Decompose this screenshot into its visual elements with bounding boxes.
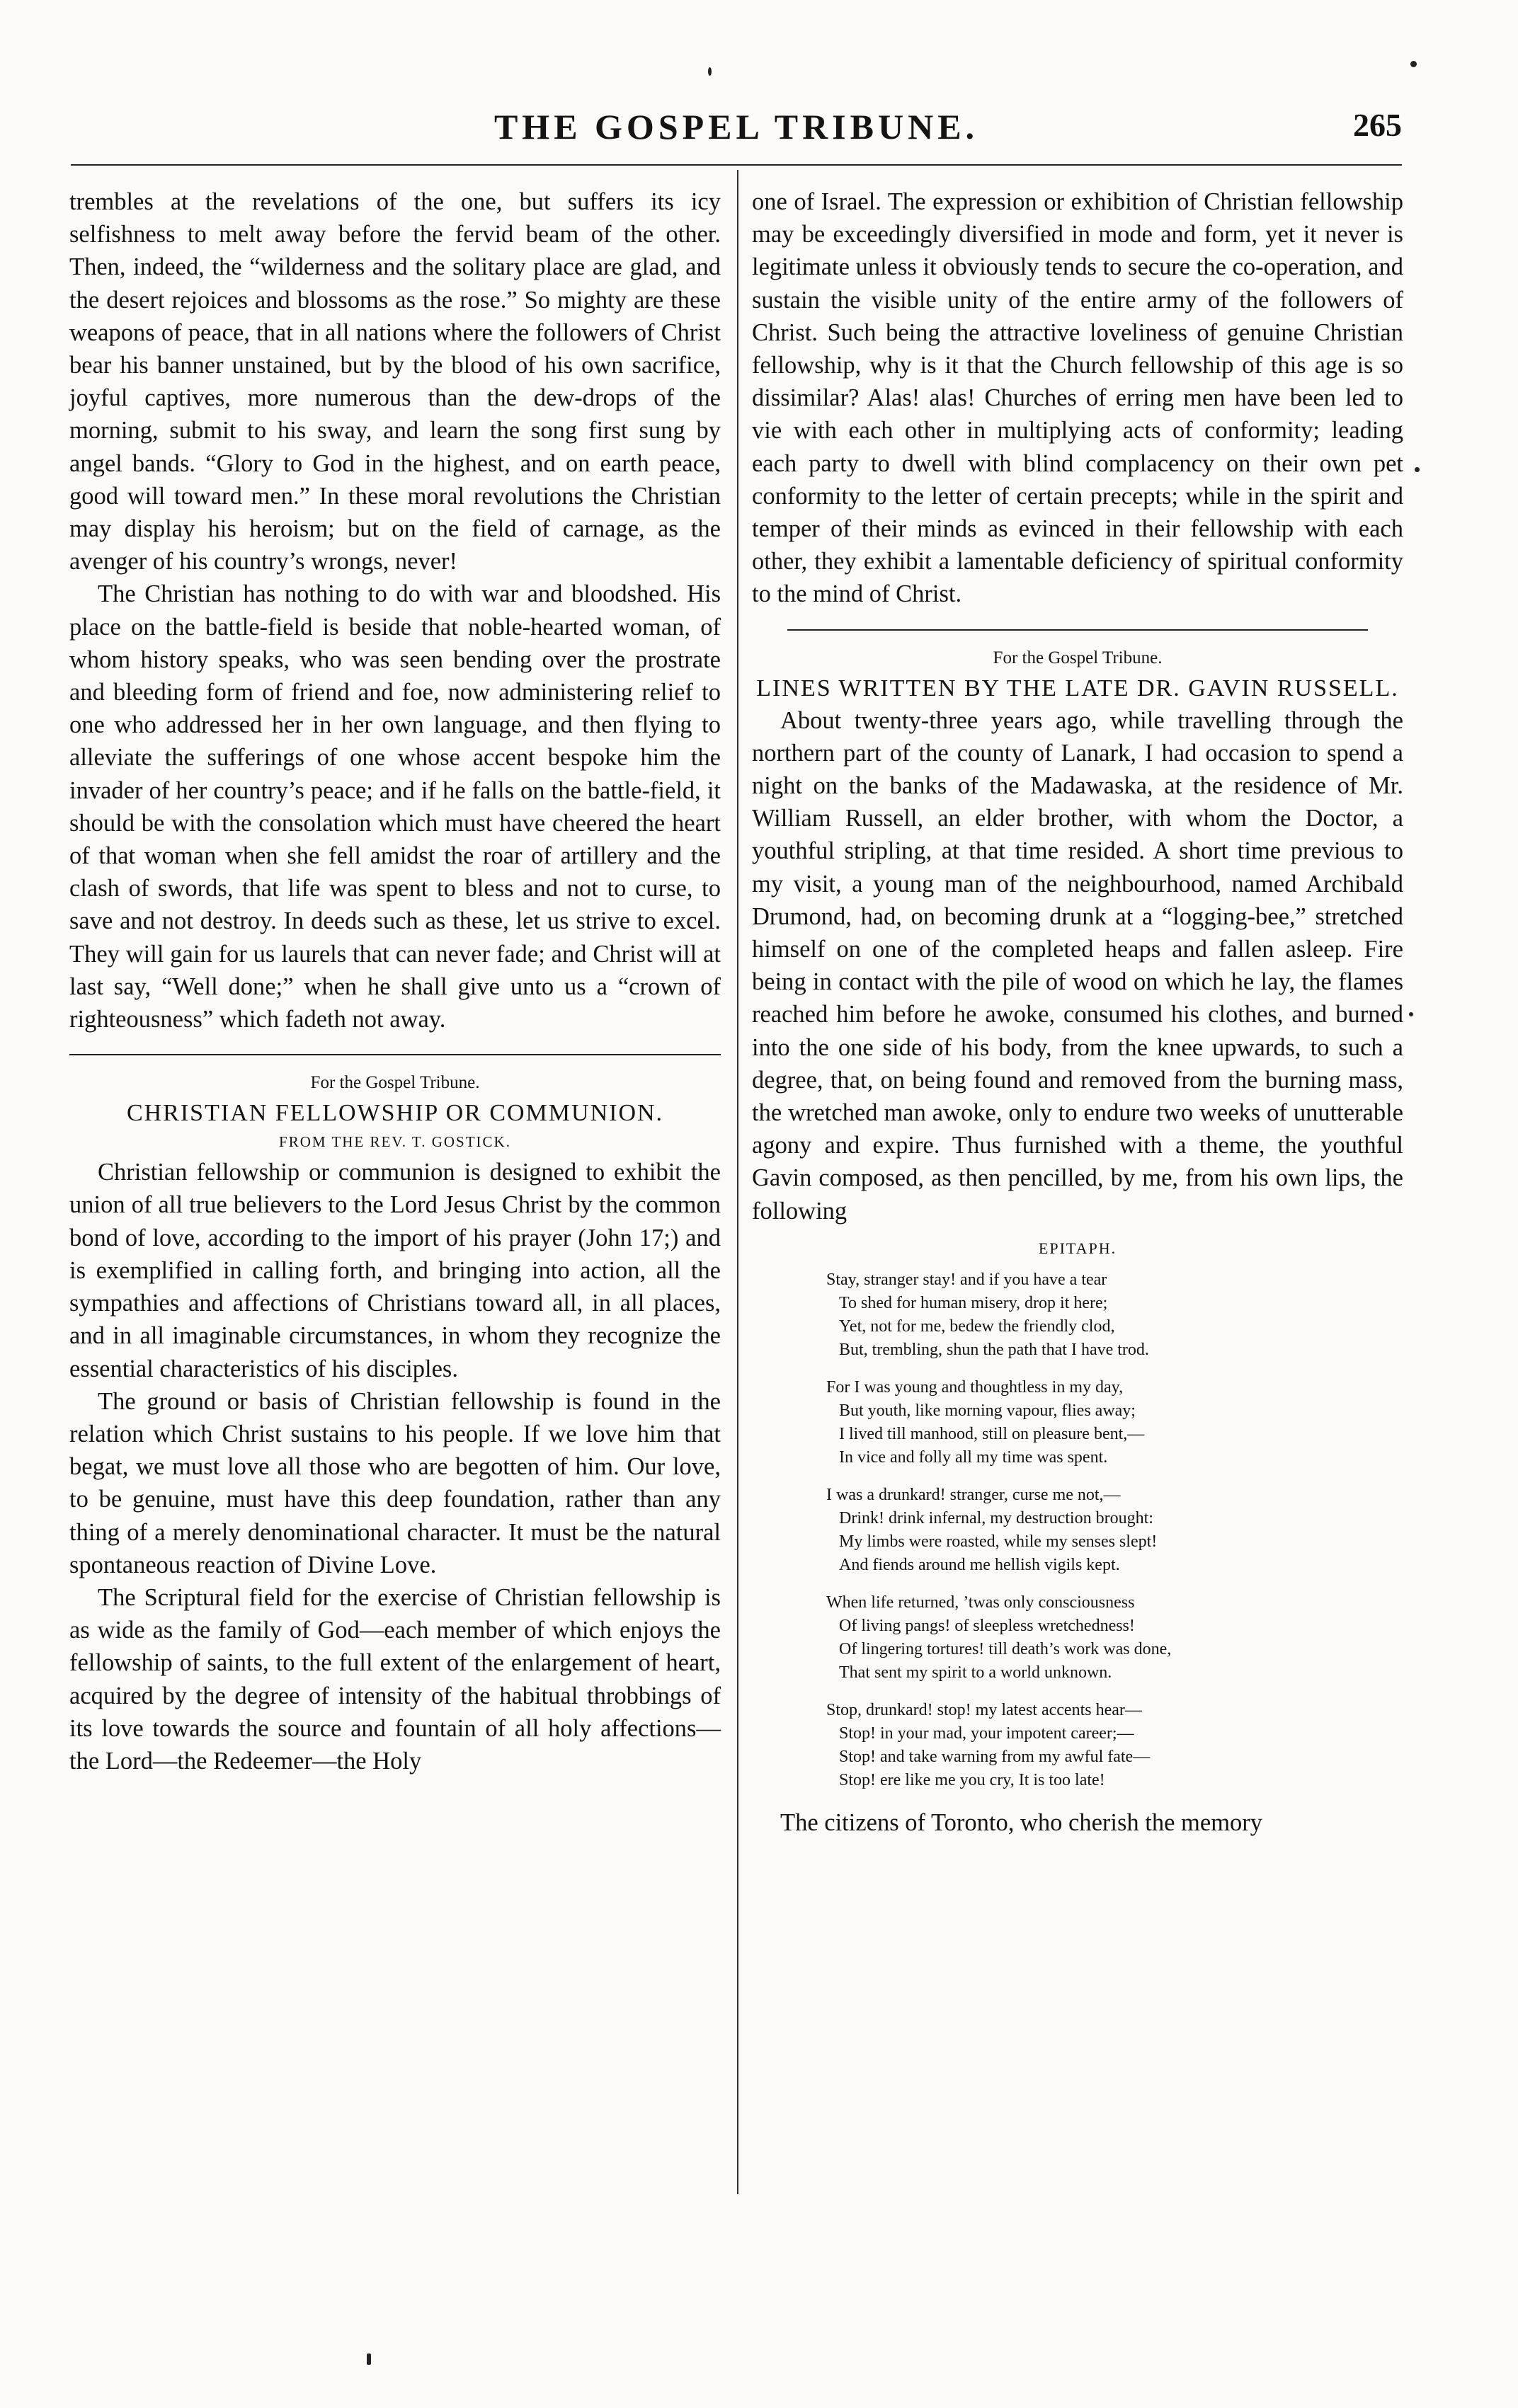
scan-speck	[708, 67, 712, 76]
article-separator	[787, 629, 1368, 631]
poem-line: Of lingering tortures! till death’s work was done,	[839, 1639, 1172, 1658]
poem-line: To shed for human misery, drop it here;	[839, 1293, 1108, 1312]
paragraph: The citizens of Toronto, who cherish the memory	[780, 1808, 1263, 1836]
scan-speck	[1410, 61, 1417, 67]
poem-line: For I was young and thoughtless in my day,	[826, 1377, 1124, 1397]
page-header	[71, 106, 1402, 163]
poem-line: Stop, drunkard! stop! my latest accents hear—	[826, 1700, 1142, 1719]
poem-line: In vice and folly all my time was spent.	[839, 1447, 1108, 1467]
scan-speck	[1409, 1012, 1413, 1016]
poem-stanza	[826, 1268, 1403, 1362]
poem-stanza	[826, 1591, 1403, 1685]
paragraph: Christian fellowship or communion is designed to exhibit the union of all true believers to the Lord Jesus Christ by the common bond of love, according to the import of his prayer (John 17;) and is exemplified in calling forth, and bringing into action, all the sympathies and affections of Christians toward all, in all places, and in all imaginable circumstances, in whom they recognize the essential characteristics of his disciples.	[69, 1159, 721, 1382]
paragraph: The Scriptural field for the exercise of Christian fellowship is as wide as the family of God—each member of which enjoys the fellowship of saints, to the full extent of the enlargement of heart, acquired by the degree of intensity of the habitual throbbings of its love towards the source and fountain of all holy affections—the Lord—the Redeemer—the Holy	[69, 1583, 721, 1775]
poem-stanza	[826, 1376, 1403, 1469]
poem-line: But youth, like morning vapour, flies away;	[839, 1401, 1136, 1420]
poem-stanza	[826, 1484, 1403, 1577]
left-column	[69, 185, 721, 1777]
poem-line: Drink! drink infernal, my destruction brought:	[839, 1508, 1153, 1527]
paragraph: The Christian has nothing to do with war and bloodshed. His place on the battle-field is beside that noble-hearted woman, of whom history speaks, who was seen bending over the prostrate and bleeding form of friend and foe, now administering relief to one who addressed her in her own language, and then flying to alleviate the sufferings of one whose accent bespoke him the invader of her country’s peace; and if he falls on the battle-field, it should be with the consolation which must have cheered the heart of that woman when she fell amidst the roar of artillery and the clash of swords, that life was spent to bless and not to curse, to save and not destroy. In deeds such as these, let us strive to excel. They will gain for us laurels that can never fade; and Christ will at last say, “Well done;” when he shall give unto us a “crown of righteousness” which fadeth not away.	[69, 580, 721, 1033]
poem-line: My limbs were roasted, while my senses slept!	[839, 1532, 1158, 1551]
poem-line: When life returned, ’twas only consciousness	[826, 1593, 1135, 1612]
scan-speck	[1415, 467, 1420, 472]
right-column	[752, 185, 1403, 1839]
scan-speck	[367, 2353, 371, 2365]
poem-line: And fiends around me hellish vigils kept.	[839, 1555, 1120, 1574]
poem-line: That sent my spirit to a world unknown.	[839, 1663, 1112, 1682]
poem-line: Yet, not for me, bedew the friendly clod,	[839, 1317, 1115, 1336]
article-byline: FROM THE REV. T. GOSTICK.	[279, 1133, 511, 1151]
epitaph-title: EPITAPH.	[1038, 1239, 1117, 1257]
article-separator	[69, 1054, 721, 1055]
paragraph: one of Israel. The expression or exhibition of Christian fellowship may be exceedingly diversified in mode and form, yet it never is legitimate unless it obviously tends to secure the co-operation, and sustain the visible unity of the entire army of the followers of Christ. Such being the attractive loveliness of genuine Christian fellowship, why is it that the Church fellowship of this age is so dissimilar? Alas! alas! Churches of erring men have been led to vie with each other in multiplying acts of conformity; leading each party to dwell with blind complacency on their own pet conformity to the letter of certain precepts; while in the spirit and temper of their minds as evinced in their fellowship with each other, they exhibit a lamentable deficiency of spiritual conformity to the mind of Christ.	[752, 188, 1403, 608]
article-credit: For the Gospel Tribune.	[310, 1073, 480, 1093]
column-divider	[737, 170, 738, 2194]
paragraph: The ground or basis of Christian fellowship is found in the relation which Christ sustains to his people. If we love him that begat, we must love all those who are begotten of him. Our love, to be genuine, must have this deep foundation, rather than any thing of a merely denominational character. It must be the natural spontaneous reaction of Divine Love.	[69, 1387, 721, 1578]
article-title: LINES WRITTEN BY THE LATE DR. GAVIN RUSSELL.	[756, 675, 1399, 701]
poem-line: Stop! ere like me you cry, It is too late!	[839, 1770, 1105, 1789]
article-credit: For the Gospel Tribune.	[993, 648, 1163, 667]
poem-line: I was a drunkard! stranger, curse me not,—	[826, 1485, 1121, 1504]
poem-stanza	[826, 1699, 1403, 1792]
poem-line: Of living pangs! of sleepless wretchedness!	[839, 1616, 1135, 1635]
periodical-title: THE GOSPEL TRIBUNE.	[493, 107, 979, 147]
header-rule	[71, 164, 1402, 166]
page-number: 265	[1353, 107, 1402, 143]
poem-line: Stop! and take warning from my awful fate—	[839, 1747, 1151, 1766]
paragraph: trembles at the revelations of the one, but suffers its icy selfishness to melt away before the fervid beam of the other. Then, indeed, the “wilderness and the solitary place are glad, and the desert rejoices and blossoms as the rose.” So mighty are these weapons of peace, that in all nations where the followers of Christ bear his banner unstained, but by the blood of his own sacrifice, joyful captives, more numerous than the dew-drops of the morning, submit to his sway, and learn the song first sung by angel bands. “Glory to God in the highest, and on earth peace, good will toward men.” In these moral revolutions the Christian may display his heroism; but on the field of carnage, as the avenger of his country’s wrongs, never!	[69, 188, 721, 575]
poem-line: But, trembling, shun the path that I have trod.	[839, 1340, 1149, 1359]
poem-line: Stay, stranger stay! and if you have a tear	[826, 1270, 1107, 1289]
poem-line: I lived till manhood, still on pleasure bent,—	[839, 1424, 1145, 1443]
article-title: CHRISTIAN FELLOWSHIP OR COMMUNION.	[126, 1100, 664, 1127]
paragraph: About twenty-three years ago, while travelling through the northern part of the county of Lanark, I had occasion to spend a night on the banks of the Madawaska, at the residence of Mr. William Russell, an elder brother, with whom the Doctor, a youthful stripling, at that time resided. A short time previous to my visit, a young man of the neighbourhood, named Archibald Drumond, had, on becoming drunk at a “logging-bee,” stretched himself on one of the completed heaps and fallen asleep. Fire being in contact with the pile of wood on which he lay, the flames reached him before he awoke, consumed his clothes, and burned into the one side of his body, from the knee upwards, to such a degree, that, on being found and removed from the burning mass, the wretched man awoke, only to endure two weeks of unutterable agony and expire. Thus furnished with a theme, the youthful Gavin composed, as then pencilled, by me, from his own lips, the following	[752, 706, 1403, 1225]
poem-line: Stop! in your mad, your impotent career;—	[839, 1724, 1134, 1743]
